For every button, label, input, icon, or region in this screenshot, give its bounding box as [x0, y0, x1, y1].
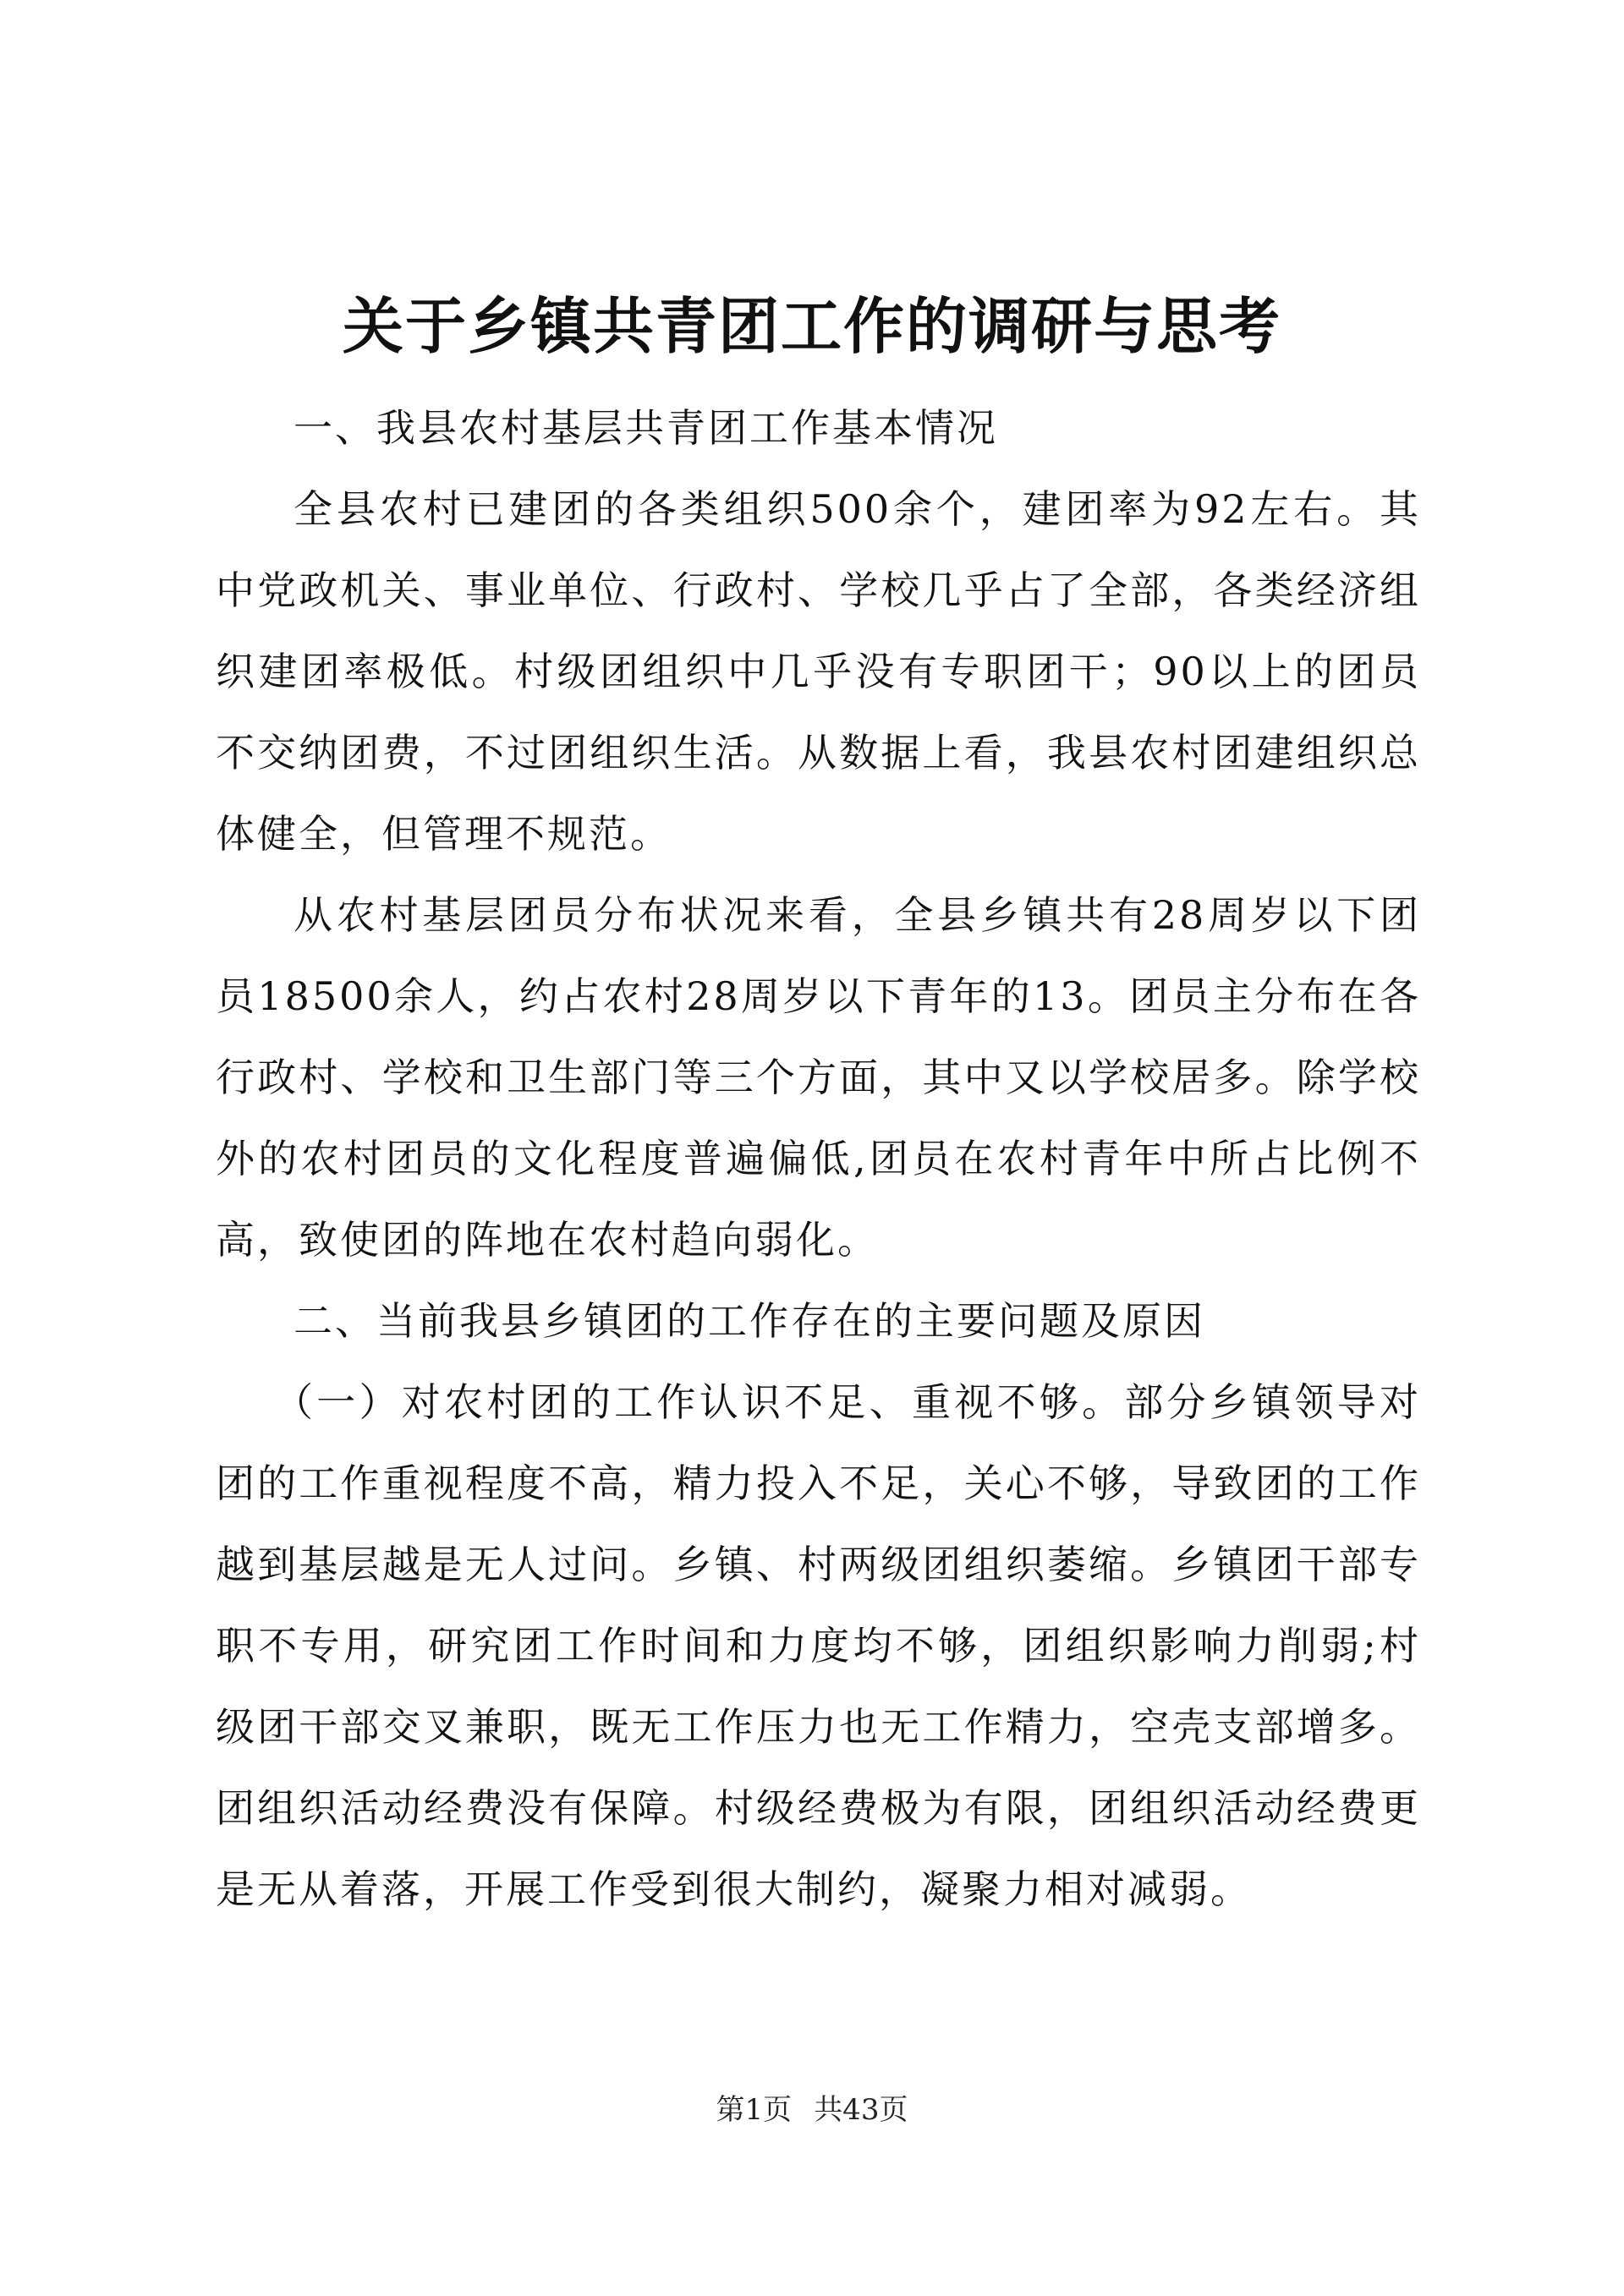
body-paragraph-3: （一）对农村团的工作认识不足、重视不够。部分乡镇领导对团的工作重视程度不高，精力投入不足，关心不够，导致团的工作越到基层越是无人过问。乡镇、村两级团组织萎缩。乡镇团干部专职不专用，研究团工作时间和力度均不够，团组织影响力削弱;村级团干部交叉兼职，既无工作压力也无工作精力，空壳支部增多。团组织活动经费没有保障。村级经费极为有限，团组织活动经费更是无从着落，开展工作受到很大制约，凝聚力相对减弱。 [216, 1379, 1421, 1912]
section-heading-2: 二、当前我县乡镇团的工作存在的主要问题及原因 [294, 1298, 1205, 1344]
body-paragraph-2: 从农村基层团员分布状况来看，全县乡镇共有28周岁以下团员18500余人，约占农村28周岁以下青年的13。团员主分布在各行政村、学校和卫生部门等三个方面，其中又以学校居多。除学校外的农村团员的文化程度普遍偏低,团员在农村青年中所占比例不高，致使团的阵地在农村趋向弱化。 [216, 892, 1421, 1263]
section-heading-1: 一、我县农村基层共青团工作基本情况 [294, 405, 998, 451]
document-body [216, 387, 1421, 1930]
page-total: 共43页 [814, 2093, 908, 2127]
page-footer [0, 2089, 1624, 2131]
page-number: 第1页 [716, 2093, 793, 2127]
document-title: 关于乡镇共青团工作的调研与思考 [342, 290, 1281, 362]
body-paragraph-1: 全县农村已建团的各类组织500余个，建团率为92左右。其中党政机关、事业单位、行政村、学校几乎占了全部，各类经济组织建团率极低。村级团组织中几乎没有专职团干；90以上的团员不交纳团费，不过团组织生活。从数据上看，我县农村团建组织总体健全，但管理不规范。 [216, 486, 1421, 857]
